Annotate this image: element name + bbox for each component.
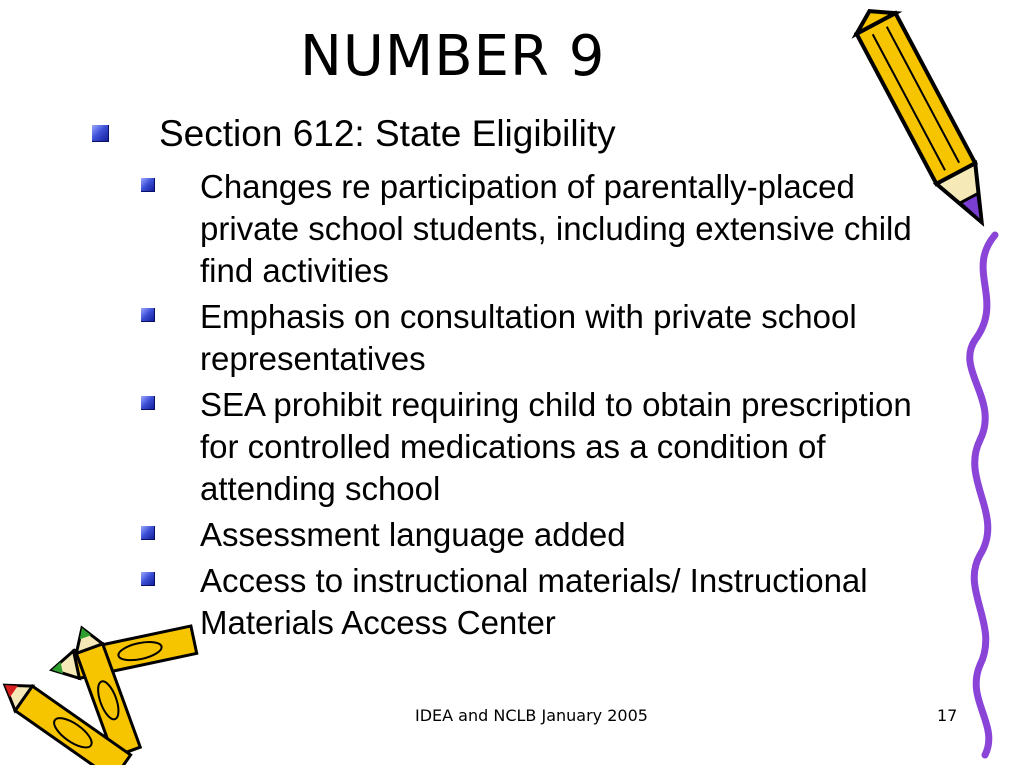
list-item	[141, 166, 941, 292]
bullet-square-icon	[141, 396, 155, 410]
slide-title: NUMBER 9	[300, 24, 606, 89]
list-item	[141, 296, 941, 380]
sub-bullet-text: Assessment language added	[200, 516, 626, 553]
list-item	[141, 384, 941, 510]
squiggle-line	[955, 230, 1015, 760]
list-item	[141, 560, 941, 644]
bullet-square-icon	[141, 308, 155, 322]
bullet-square-icon	[141, 572, 155, 586]
main-bullet-text: Section 612: State Eligibility	[159, 113, 616, 154]
sub-bullet-text: Emphasis on consultation with private school representatives	[200, 298, 857, 377]
list-item	[141, 514, 941, 556]
footer-text: IDEA and NCLB January 2005	[415, 706, 648, 725]
crayon-cluster-icon	[0, 615, 210, 765]
sub-bullet-text: Access to instructional materials/ Instructional Materials Access Center	[200, 562, 868, 641]
sub-bullet-text: SEA prohibit requiring child to obtain prescription for controlled medications as a condition of attending school	[200, 386, 912, 507]
sub-bullet-text: Changes re participation of parentally-placed private school students, including extensive child find activities	[200, 168, 912, 289]
main-bullet-item	[92, 112, 616, 156]
page-number: 17	[937, 706, 958, 725]
bullet-square-icon	[141, 526, 155, 540]
bullet-square-icon	[141, 178, 155, 192]
bullet-square-icon	[92, 125, 109, 142]
pencil-icon	[850, 0, 1010, 250]
sub-bullet-list	[141, 166, 941, 648]
